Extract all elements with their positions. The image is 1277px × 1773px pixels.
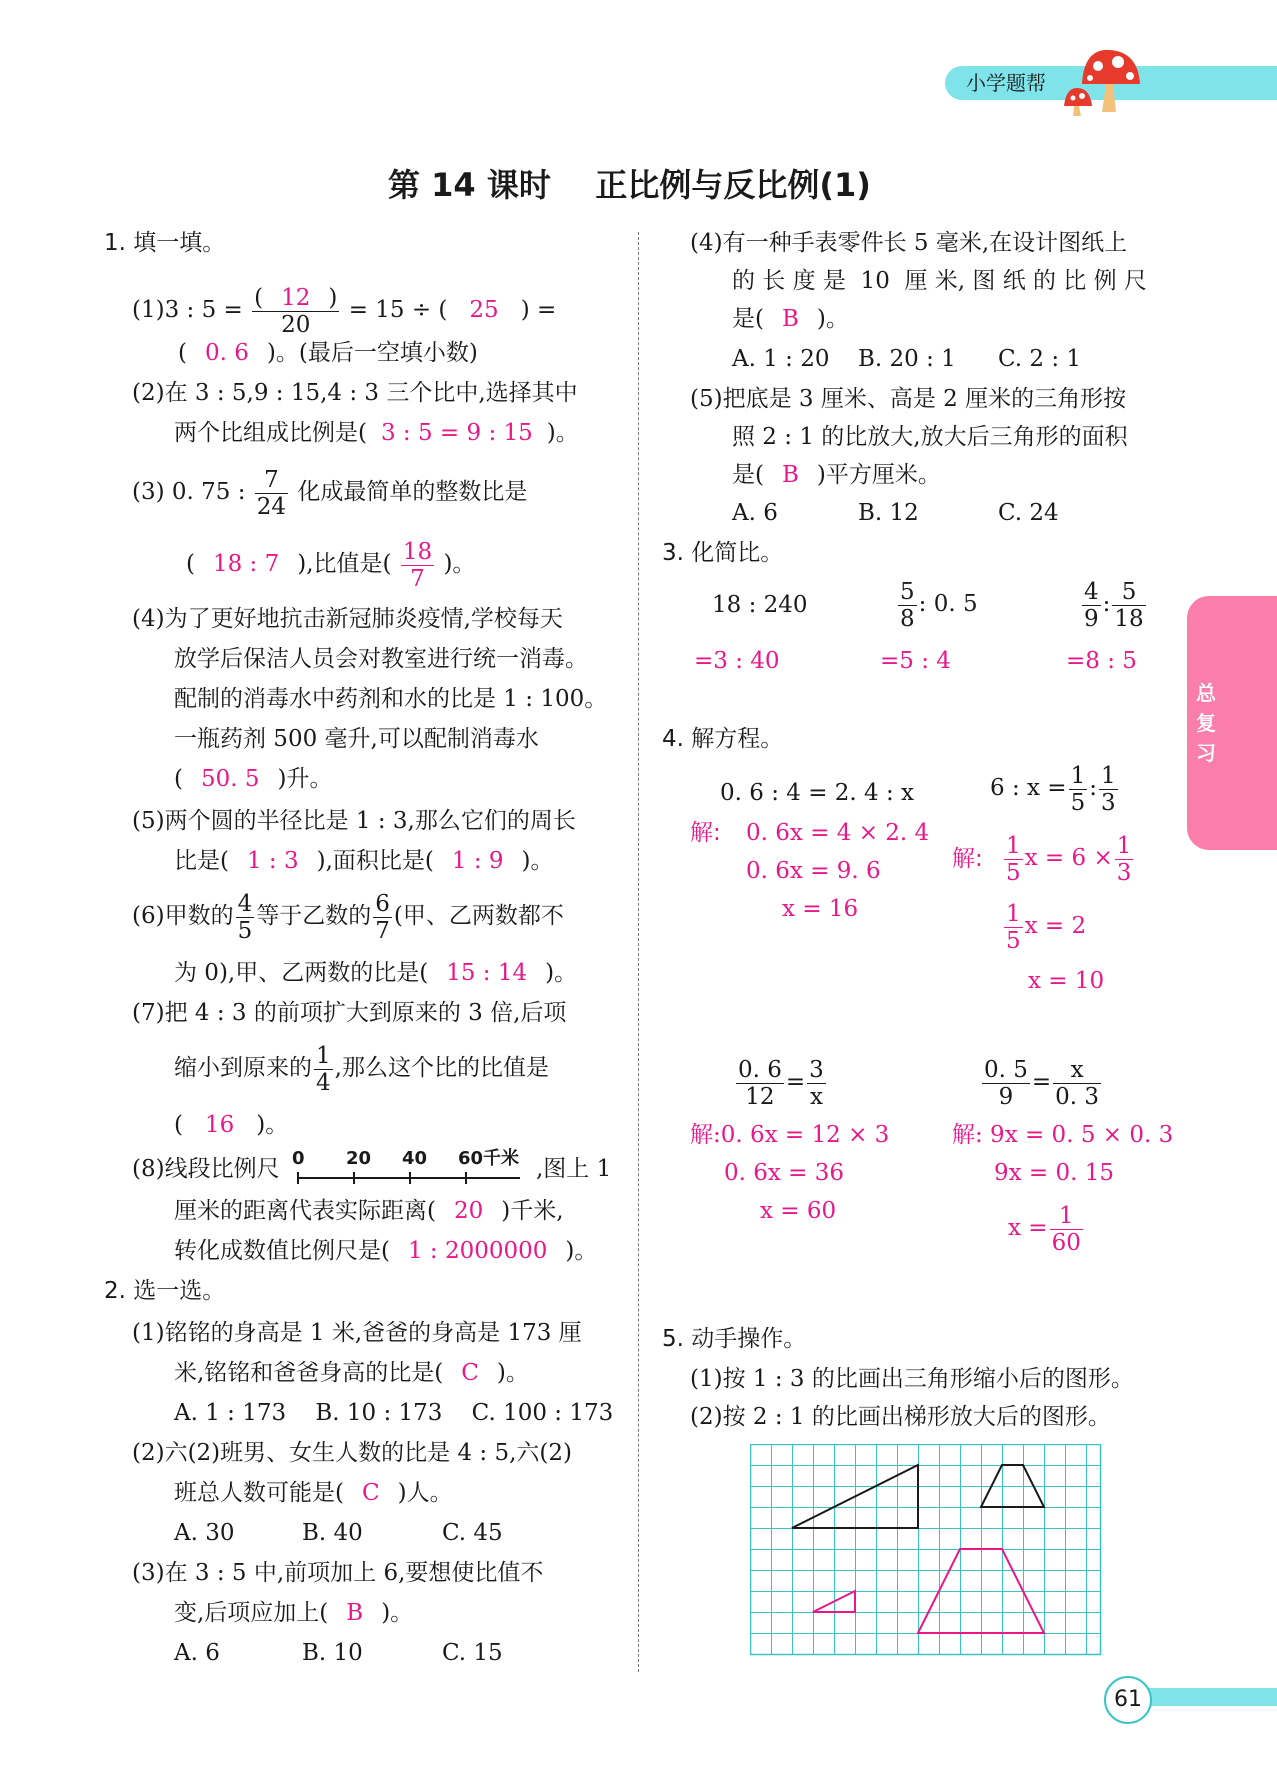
q4-eq2-step2: $\frac{1}{5}$ x = 2 (1006, 900, 1087, 954)
fraction: $\frac{x}{0. 3}$ (1055, 1056, 1100, 1110)
q2-p3-option-c: C. 15 (442, 1640, 503, 1666)
q2-p3-line2: 变,后项应加上( B )。 (174, 1600, 414, 1626)
q2-heading: 2. 选一选。 (104, 1278, 226, 1304)
side-tab-char-3: 习 (1196, 741, 1216, 765)
answer: B (781, 306, 799, 332)
fraction: $\frac{0. 5}{9}$ (984, 1056, 1028, 1110)
q1-p8-pre: (8)线段比例尺 (132, 1156, 280, 1182)
answer: 20 (453, 1198, 484, 1224)
q4-eq1-step3: x = 16 (782, 896, 859, 922)
q1-p8-post: ,图上 1 (536, 1156, 612, 1182)
answer: B (346, 1600, 364, 1626)
q1-p4-line2: 放学后保洁人员会对教室进行统一消毒。 (174, 646, 588, 672)
side-tab-char-1: 总 (1196, 681, 1216, 705)
q1-p6-line2: 为 0),甲、乙两数的比是( 15 : 14 )。 (174, 960, 578, 986)
q2-p5-option-b: B. 12 (858, 500, 919, 526)
q4-eq1: 0. 6 : 4 = 2. 4 : x (720, 780, 915, 806)
q4-eq4-step2: 9x = 0. 15 (994, 1160, 1115, 1186)
answer: C (361, 1480, 380, 1506)
q4-eq4-step1: 解: 9x = 0. 5 × 0. 3 (952, 1122, 1174, 1148)
q2-p2-option-a: A. 30 (174, 1520, 235, 1546)
q1-p6-line1: (6)甲数的 $\frac{4}{5}$ 等于乙数的 $\frac{6}{7}$ (甲、乙两数都不 (132, 890, 564, 944)
q3-answer-2: =5 : 4 (880, 648, 951, 674)
q3-expr-2: $\frac{5}{8}$ : 0. 5 (900, 578, 978, 632)
answer: 50. 5 (200, 766, 260, 792)
q4-eq1-label: 解: (690, 820, 721, 846)
q2-p5-line1: (5)把底是 3 厘米、高是 2 厘米的三角形按 (690, 386, 1127, 412)
answer: 18 : 7 (212, 551, 280, 577)
answer: B (781, 462, 799, 488)
q2-p5-option-a: A. 6 (732, 500, 778, 526)
q3-answer-3: =8 : 5 (1066, 648, 1137, 674)
q4-eq2: 6 : x = $\frac{1}{5}$ : $\frac{1}{3}$ (990, 762, 1116, 816)
fraction: $\frac{4}{5}$ (237, 890, 253, 944)
answer-fraction: $\frac{1}{5}$ (1006, 832, 1021, 886)
answer: 0. 6 (204, 340, 249, 366)
q5-heading: 5. 动手操作。 (662, 1326, 807, 1352)
q2-p3-option-a: A. 6 (174, 1640, 220, 1666)
q4-eq3-step2: 0. 6x = 36 (724, 1160, 845, 1186)
fraction: $\frac{0. 6}{12}$ (738, 1056, 782, 1110)
q4-eq1-step1: 0. 6x = 4 × 2. 4 (746, 820, 930, 846)
column-divider (638, 232, 639, 1672)
fraction: $\frac{1}{3}$ (1100, 762, 1116, 816)
q1-p7-line2: 缩小到原来的 $\frac{1}{4}$ ,那么这个比的比值是 (174, 1042, 549, 1096)
answer: 16 (204, 1112, 235, 1138)
q5-line2: (2)按 2 : 1 的比画出梯形放大后的图形。 (690, 1404, 1111, 1430)
page-number: 61 (1104, 1676, 1152, 1724)
fraction: $\frac{1}{4}$ (316, 1042, 331, 1096)
fraction: $\frac{4}{9}$ (1084, 578, 1099, 632)
q2-p5-line2: 照 2 : 1 的比放大,放大后三角形的面积 (732, 424, 1128, 450)
q2-p4-line2: 的 长 度 是 10 厘 米, 图 纸 的 比 例 尺 (732, 268, 1147, 294)
q4-eq4: $\frac{0. 5}{9}$ = $\frac{x}{0. 3}$ (984, 1056, 1100, 1110)
q1-p3-line2: ( 18 : 7 ),比值是( $\frac{18}{7}$ )。 (186, 538, 476, 592)
fraction: $\frac{5}{18}$ (1114, 578, 1144, 632)
q2-p1-options: A. 1 : 173 B. 10 : 173 C. 100 : 173 (174, 1400, 614, 1426)
q2-p3-option-b: B. 10 (302, 1640, 363, 1666)
q2-p2-option-c: C. 45 (442, 1520, 503, 1546)
q2-p2-line2: 班总人数可能是( C )人。 (174, 1480, 453, 1506)
q1-p8-line3: 转化成数值比例尺是( 1 : 2000000 )。 (174, 1238, 598, 1264)
q1-p4-line5: ( 50. 5 )升。 (174, 766, 333, 792)
q2-p4-option-c: C. 2 : 1 (998, 346, 1082, 372)
q3-answer-1: =3 : 40 (694, 648, 780, 674)
q4-heading: 4. 解方程。 (662, 726, 784, 752)
q1-p5-line1: (5)两个圆的半径比是 1 : 3,那么它们的周长 (132, 808, 576, 834)
q4-eq3: $\frac{0. 6}{12}$ = $\frac{3}{x}$ (738, 1056, 824, 1110)
fraction: $\frac{5}{8}$ (900, 578, 915, 632)
drawing-grid (750, 1444, 1104, 1656)
mushroom-icon (1062, 44, 1144, 116)
q1-p5-line2: 比是( 1 : 3 ),面积比是( 1 : 9 )。 (174, 848, 554, 874)
q2-p2-option-b: B. 40 (302, 1520, 363, 1546)
fraction: $\frac{( 12 )}{20}$ (254, 284, 338, 338)
q1-p3-line1: (3) 0. 75 : $\frac{7}{24}$ 化成最简单的整数比是 (132, 466, 528, 520)
q4-eq4-step3: x = $\frac{1}{60}$ (1008, 1202, 1081, 1256)
q4-eq3-step3: x = 60 (760, 1198, 837, 1224)
answer: 25 (469, 297, 499, 323)
q1-p2-line1: (2)在 3 : 5,9 : 15,4 : 3 三个比中,选择其中 (132, 380, 578, 406)
scale-tick-20: 20 (346, 1148, 372, 1169)
q4-eq2-label: 解: (952, 846, 983, 872)
q4-eq2-step3: x = 10 (1028, 968, 1105, 994)
q1-p4-line4: 一瓶药剂 500 毫升,可以配制消毒水 (174, 726, 539, 752)
fraction: $\frac{1}{5}$ (1070, 762, 1086, 816)
q2-p4-line1: (4)有一种手表零件长 5 毫米,在设计图纸上 (690, 230, 1128, 256)
q4-eq2-step1: $\frac{1}{5}$ x = 6 × $\frac{1}{3}$ (1006, 832, 1132, 886)
answer: 12 (281, 284, 311, 311)
brand-label: 小学题帮 (966, 71, 1046, 95)
answer: 1 : 3 (246, 848, 299, 874)
q2-p4-option-b: B. 20 : 1 (858, 346, 956, 372)
answer: C (461, 1360, 479, 1386)
scale-tick-60: 60千米 (458, 1148, 520, 1169)
q3-heading: 3. 化简比。 (662, 540, 784, 566)
q1-p7-line3: ( 16 )。 (174, 1112, 289, 1138)
q1-p1-line2: ( 0. 6 )。(最后一空填小数) (178, 340, 478, 366)
q1-p7-line1: (7)把 4 : 3 的前项扩大到原来的 3 倍,后项 (132, 1000, 567, 1026)
q2-p1-line1: (1)铭铭的身高是 1 米,爸爸的身高是 173 厘 (132, 1320, 582, 1346)
answer-fraction: $\frac{1}{3}$ (1116, 832, 1132, 886)
answer: 3 : 5 = 9 : 15 (380, 420, 533, 446)
q1-p2-line2: 两个比组成比例是( 3 : 5 = 9 : 15 )。 (174, 420, 579, 446)
q5-line1: (1)按 1 : 3 的比画出三角形缩小后的图形。 (690, 1366, 1134, 1392)
q4-eq3-step1: 解:0. 6x = 12 × 3 (690, 1122, 890, 1148)
q2-p5-option-c: C. 24 (998, 500, 1059, 526)
answer-fraction: $\frac{1}{60}$ (1051, 1202, 1081, 1256)
q2-p1-line2: 米,铭铭和爸爸身高的比是( C )。 (174, 1360, 529, 1386)
q4-eq1-step2: 0. 6x = 9. 6 (746, 858, 881, 884)
fraction: $\frac{7}{24}$ (256, 466, 287, 520)
q2-p3-line1: (3)在 3 : 5 中,前项加上 6,要想使比值不 (132, 1560, 544, 1586)
q1-p1-line1: (1)3 : 5 = $\frac{( 12 )}{20}$ = 15 ÷ ( 25 ) = (132, 284, 557, 338)
fraction: $\frac{6}{7}$ (375, 890, 390, 944)
q3-expr-3: $\frac{4}{9}$ : $\frac{5}{18}$ (1084, 578, 1144, 632)
answer: 15 : 14 (446, 960, 528, 986)
answer: 1 : 2000000 (407, 1238, 548, 1264)
q2-p2-line1: (2)六(2)班男、女生人数的比是 4 : 5,六(2) (132, 1440, 572, 1466)
q2-p4-option-a: A. 1 : 20 (732, 346, 830, 372)
q1-heading: 1. 填一填。 (104, 230, 226, 256)
answer-fraction: $\frac{18}{7}$ (402, 538, 433, 592)
q2-p4-line3: 是( B )。 (732, 306, 849, 332)
q2-p5-line3: 是( B )平方厘米。 (732, 462, 941, 488)
q1-p4-line3: 配制的消毒水中药剂和水的比是 1 : 100。 (174, 686, 608, 712)
fraction: $\frac{3}{x}$ (809, 1056, 824, 1110)
answer-fraction: $\frac{1}{5}$ (1006, 900, 1021, 954)
scale-tick-0: 0 (292, 1148, 305, 1169)
q1-p4-line1: (4)为了更好地抗击新冠肺炎疫情,学校每天 (132, 606, 563, 632)
scale-tick-40: 40 (402, 1148, 428, 1169)
q1-p8-line2: 厘米的距离代表实际距离( 20 )千米, (174, 1198, 564, 1224)
side-tab-char-2: 复 (1196, 711, 1216, 735)
page-title: 第 14 课时 正比例与反比例(1) (388, 166, 871, 204)
q3-expr-1: 18 : 240 (712, 592, 808, 618)
answer: 1 : 9 (451, 848, 504, 874)
